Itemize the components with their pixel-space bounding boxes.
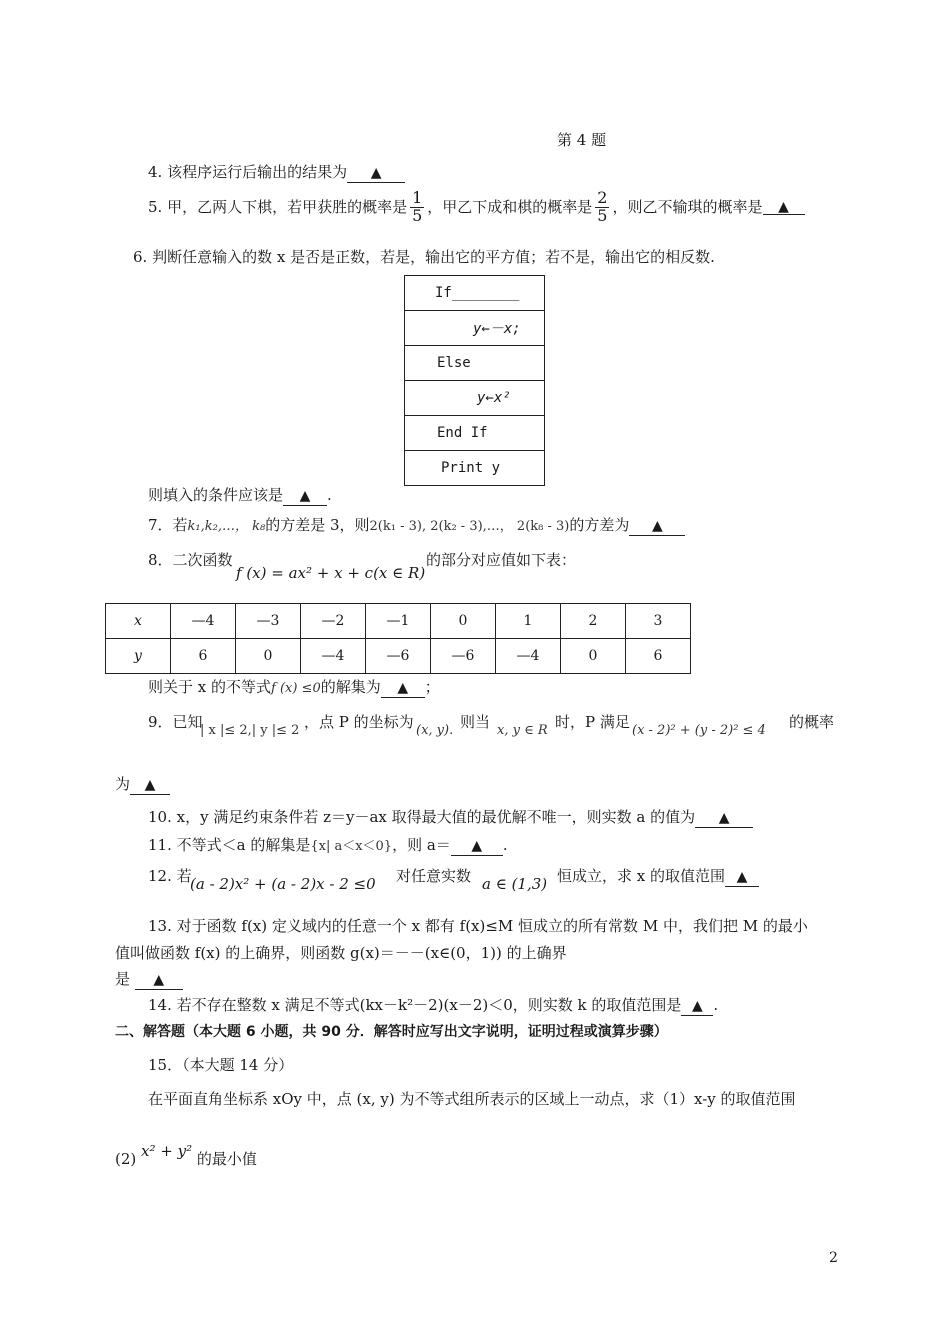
triangle-marker-icon: ▲ xyxy=(370,165,382,181)
question-7-text-a: 7．若 xyxy=(148,516,188,534)
triangle-marker-icon: ▲ xyxy=(153,972,165,988)
question-13-line1: 13. 对于函数 f(x) 定义域内的任意一个 x 都有 f(x)≤M 恒成立的所有常数 M 中，我们把 M 的最小 xyxy=(148,917,808,935)
triangle-marker-icon: ▲ xyxy=(718,810,730,826)
program-box xyxy=(404,275,545,486)
question-9-inequality: (x - 2)² + (y - 2)² ≤ 4 xyxy=(632,723,766,738)
table-cell: —4 xyxy=(171,604,236,639)
question-11 xyxy=(148,836,508,856)
question-12-text-b: 对任意实数 xyxy=(396,867,472,885)
table-cell: 0 xyxy=(431,604,496,639)
question-15-heading: 15．（本大题 14 分） xyxy=(148,1056,294,1074)
question-15-line2 xyxy=(115,1142,257,1168)
fraction-numerator: 1 xyxy=(412,188,423,207)
question-15-line2-label: (2) xyxy=(115,1150,137,1168)
program-line: Else xyxy=(405,346,545,381)
question-9-line2-text: 为 xyxy=(115,775,131,793)
period: . xyxy=(327,486,332,504)
answer-blank xyxy=(763,199,805,215)
question-10 xyxy=(148,808,753,828)
question-9-text-a: 9．已知 xyxy=(148,713,203,731)
table-cell: —1 xyxy=(366,604,431,639)
table-cell: —6 xyxy=(431,639,496,674)
triangle-marker-icon: ▲ xyxy=(299,488,311,504)
table-cell: 1 xyxy=(496,604,561,639)
table-cell: 0 xyxy=(561,639,626,674)
table-cell: 6 xyxy=(626,639,691,674)
answer-blank xyxy=(381,678,425,698)
question-5 xyxy=(148,190,805,225)
question-9-text-b: ，点 P 的坐标为 xyxy=(304,713,414,731)
answer-blank xyxy=(135,970,183,990)
table-cell: —3 xyxy=(236,604,301,639)
table-row-x xyxy=(106,604,691,639)
page-number: 2 xyxy=(829,1250,838,1266)
program-line: End If xyxy=(405,416,545,451)
period: . xyxy=(502,836,508,854)
answer-blank xyxy=(283,486,327,506)
table-cell: —4 xyxy=(496,639,561,674)
table-row-y xyxy=(106,639,691,674)
question-4-text: 4. 该程序运行后输出的结果为 xyxy=(148,163,348,181)
table-header-y: y xyxy=(106,639,171,674)
question-12-tail xyxy=(557,867,759,887)
answer-blank xyxy=(130,775,170,795)
question-11-text-b: ，则 a＝ xyxy=(392,836,451,854)
question-8-text-b: 的部分对应值如下表： xyxy=(426,551,577,569)
program-line: y←x² xyxy=(405,381,545,416)
semicolon: ； xyxy=(424,678,440,696)
question-9-condition: | x |≤ 2,| y |≤ 2 xyxy=(200,723,300,738)
table-cell: —6 xyxy=(366,639,431,674)
answer-blank xyxy=(629,516,685,536)
question-8-text-a: 8．二次函数 xyxy=(148,551,233,569)
answer-blank xyxy=(681,996,713,1016)
question-8-function: f (x) = ax² + x + c(x ∈ R) xyxy=(236,564,426,582)
table-cell: 6 xyxy=(171,639,236,674)
question-12-domain: a ∈ (1,3) xyxy=(482,875,548,893)
question-9-domain: x, y ∈ R xyxy=(497,723,548,738)
triangle-marker-icon: ▲ xyxy=(692,998,703,1014)
question-15-expression: x² + y² xyxy=(141,1142,193,1160)
section-heading: 二、解答题（本大题 6 小题，共 90 分．解答时应写出文字说明，证明过程或演算步骤） xyxy=(115,1024,668,1040)
question-5-text-c: ，则乙不输琪的概率是 xyxy=(612,197,763,216)
question-13-line3 xyxy=(115,970,183,990)
table-cell: 3 xyxy=(626,604,691,639)
answer-blank xyxy=(347,163,405,183)
question-9-point: (x, y). xyxy=(416,723,454,738)
question-9-text-d: 时，P 满足 xyxy=(555,713,630,731)
question-8-tail xyxy=(148,678,440,698)
fraction-denominator: 5 xyxy=(597,205,608,225)
program-line: y←－x; xyxy=(405,311,545,346)
question-14-text: 14. 若不存在整数 x 满足不等式(kx－k²－2)(x－2)＜0，则实数 k 的取值范围是 xyxy=(148,996,682,1014)
answer-blank xyxy=(695,808,753,828)
question-7-text-b: 的方差是 3，则 xyxy=(265,516,370,534)
triangle-marker-icon: ▲ xyxy=(651,518,663,534)
question-14 xyxy=(148,996,718,1016)
question-12-text-c: 恒成立，求 x 的取值范围 xyxy=(557,867,725,885)
question-13-line3-text: 是 xyxy=(115,970,131,988)
question-9-text-e: 的概率 xyxy=(789,713,835,731)
answer-blank xyxy=(725,867,759,887)
question-4 xyxy=(148,163,405,183)
question-7-ks: k₁,k₂,…， k₈ xyxy=(187,519,266,534)
question-12-inequality: (a - 2)x² + (a - 2)x - 2 ≤0 xyxy=(190,875,376,893)
table-cell: —2 xyxy=(301,604,366,639)
program-line: Print y xyxy=(405,451,545,486)
question-12-text-a: 12. 若 xyxy=(148,867,192,885)
question-13-line2: 值叫做函数 f(x) 的上确界，则函数 g(x)＝－－(x∈(0，1)) 的上确界 xyxy=(115,944,567,962)
question-7-expr: 2(k₁ - 3), 2(k₂ - 3),…， 2(k₈ - 3) xyxy=(369,519,570,534)
fraction-denominator: 5 xyxy=(412,205,423,225)
triangle-marker-icon: ▲ xyxy=(736,869,748,885)
triangle-marker-icon: ▲ xyxy=(397,680,409,696)
table-cell: 0 xyxy=(236,639,301,674)
table-cell: —4 xyxy=(301,639,366,674)
question-8-tail-text-b: 的解集为 xyxy=(320,678,381,696)
question-15-line1: 在平面直角坐标系 xOy 中，点 (x, y) 为不等式组所表示的区域上一动点，求（1）x-y 的取值范围 xyxy=(148,1090,796,1108)
question-10-text: 10. x，y 满足约束条件若 z＝y－ax 取得最大值的最优解不唯一，则实数 a 的值为 xyxy=(148,808,696,826)
question-6-text: 6. 判断任意输入的数 x 是否是正数，若是，输出它的平方值；若不是，输出它的相反数. xyxy=(133,248,715,266)
triangle-marker-icon: ▲ xyxy=(471,838,483,854)
table-cell: 2 xyxy=(561,604,626,639)
question-9-text-c: 则当 xyxy=(460,713,491,731)
fraction-one-fifth xyxy=(410,190,424,225)
question-7-text-c: 的方差为 xyxy=(569,516,630,534)
triangle-marker-icon: ▲ xyxy=(144,777,156,793)
question-6-tail xyxy=(148,486,332,506)
question-5-text-a: 5. 甲，乙两人下棋，若甲获胜的概率是 xyxy=(148,197,408,216)
question-15-line2-text: 的最小值 xyxy=(196,1150,257,1168)
question-5-text-b: ，甲乙下成和棋的概率是 xyxy=(427,197,593,216)
question-7 xyxy=(148,516,685,536)
question-9-line2 xyxy=(115,775,170,795)
question-8-inequality: f (x) ≤0 xyxy=(271,681,321,696)
value-table xyxy=(105,603,691,674)
question-8-tail-text-a: 则关于 x 的不等式 xyxy=(148,678,271,696)
triangle-marker-icon: ▲ xyxy=(778,199,789,216)
question-11-set: {x| a＜x＜0} xyxy=(310,839,393,854)
answer-blank xyxy=(451,836,503,856)
program-line: If________ xyxy=(405,276,545,311)
question-11-text-a: 11. 不等式＜a 的解集是 xyxy=(148,836,311,854)
figure-caption: 第 4 题 xyxy=(557,131,607,149)
fraction-numerator: 2 xyxy=(597,188,608,207)
period: . xyxy=(713,996,719,1014)
question-6-tail-text: 则填入的条件应该是 xyxy=(148,486,284,504)
fraction-two-fifths xyxy=(595,190,609,225)
table-header-x: x xyxy=(106,604,171,639)
